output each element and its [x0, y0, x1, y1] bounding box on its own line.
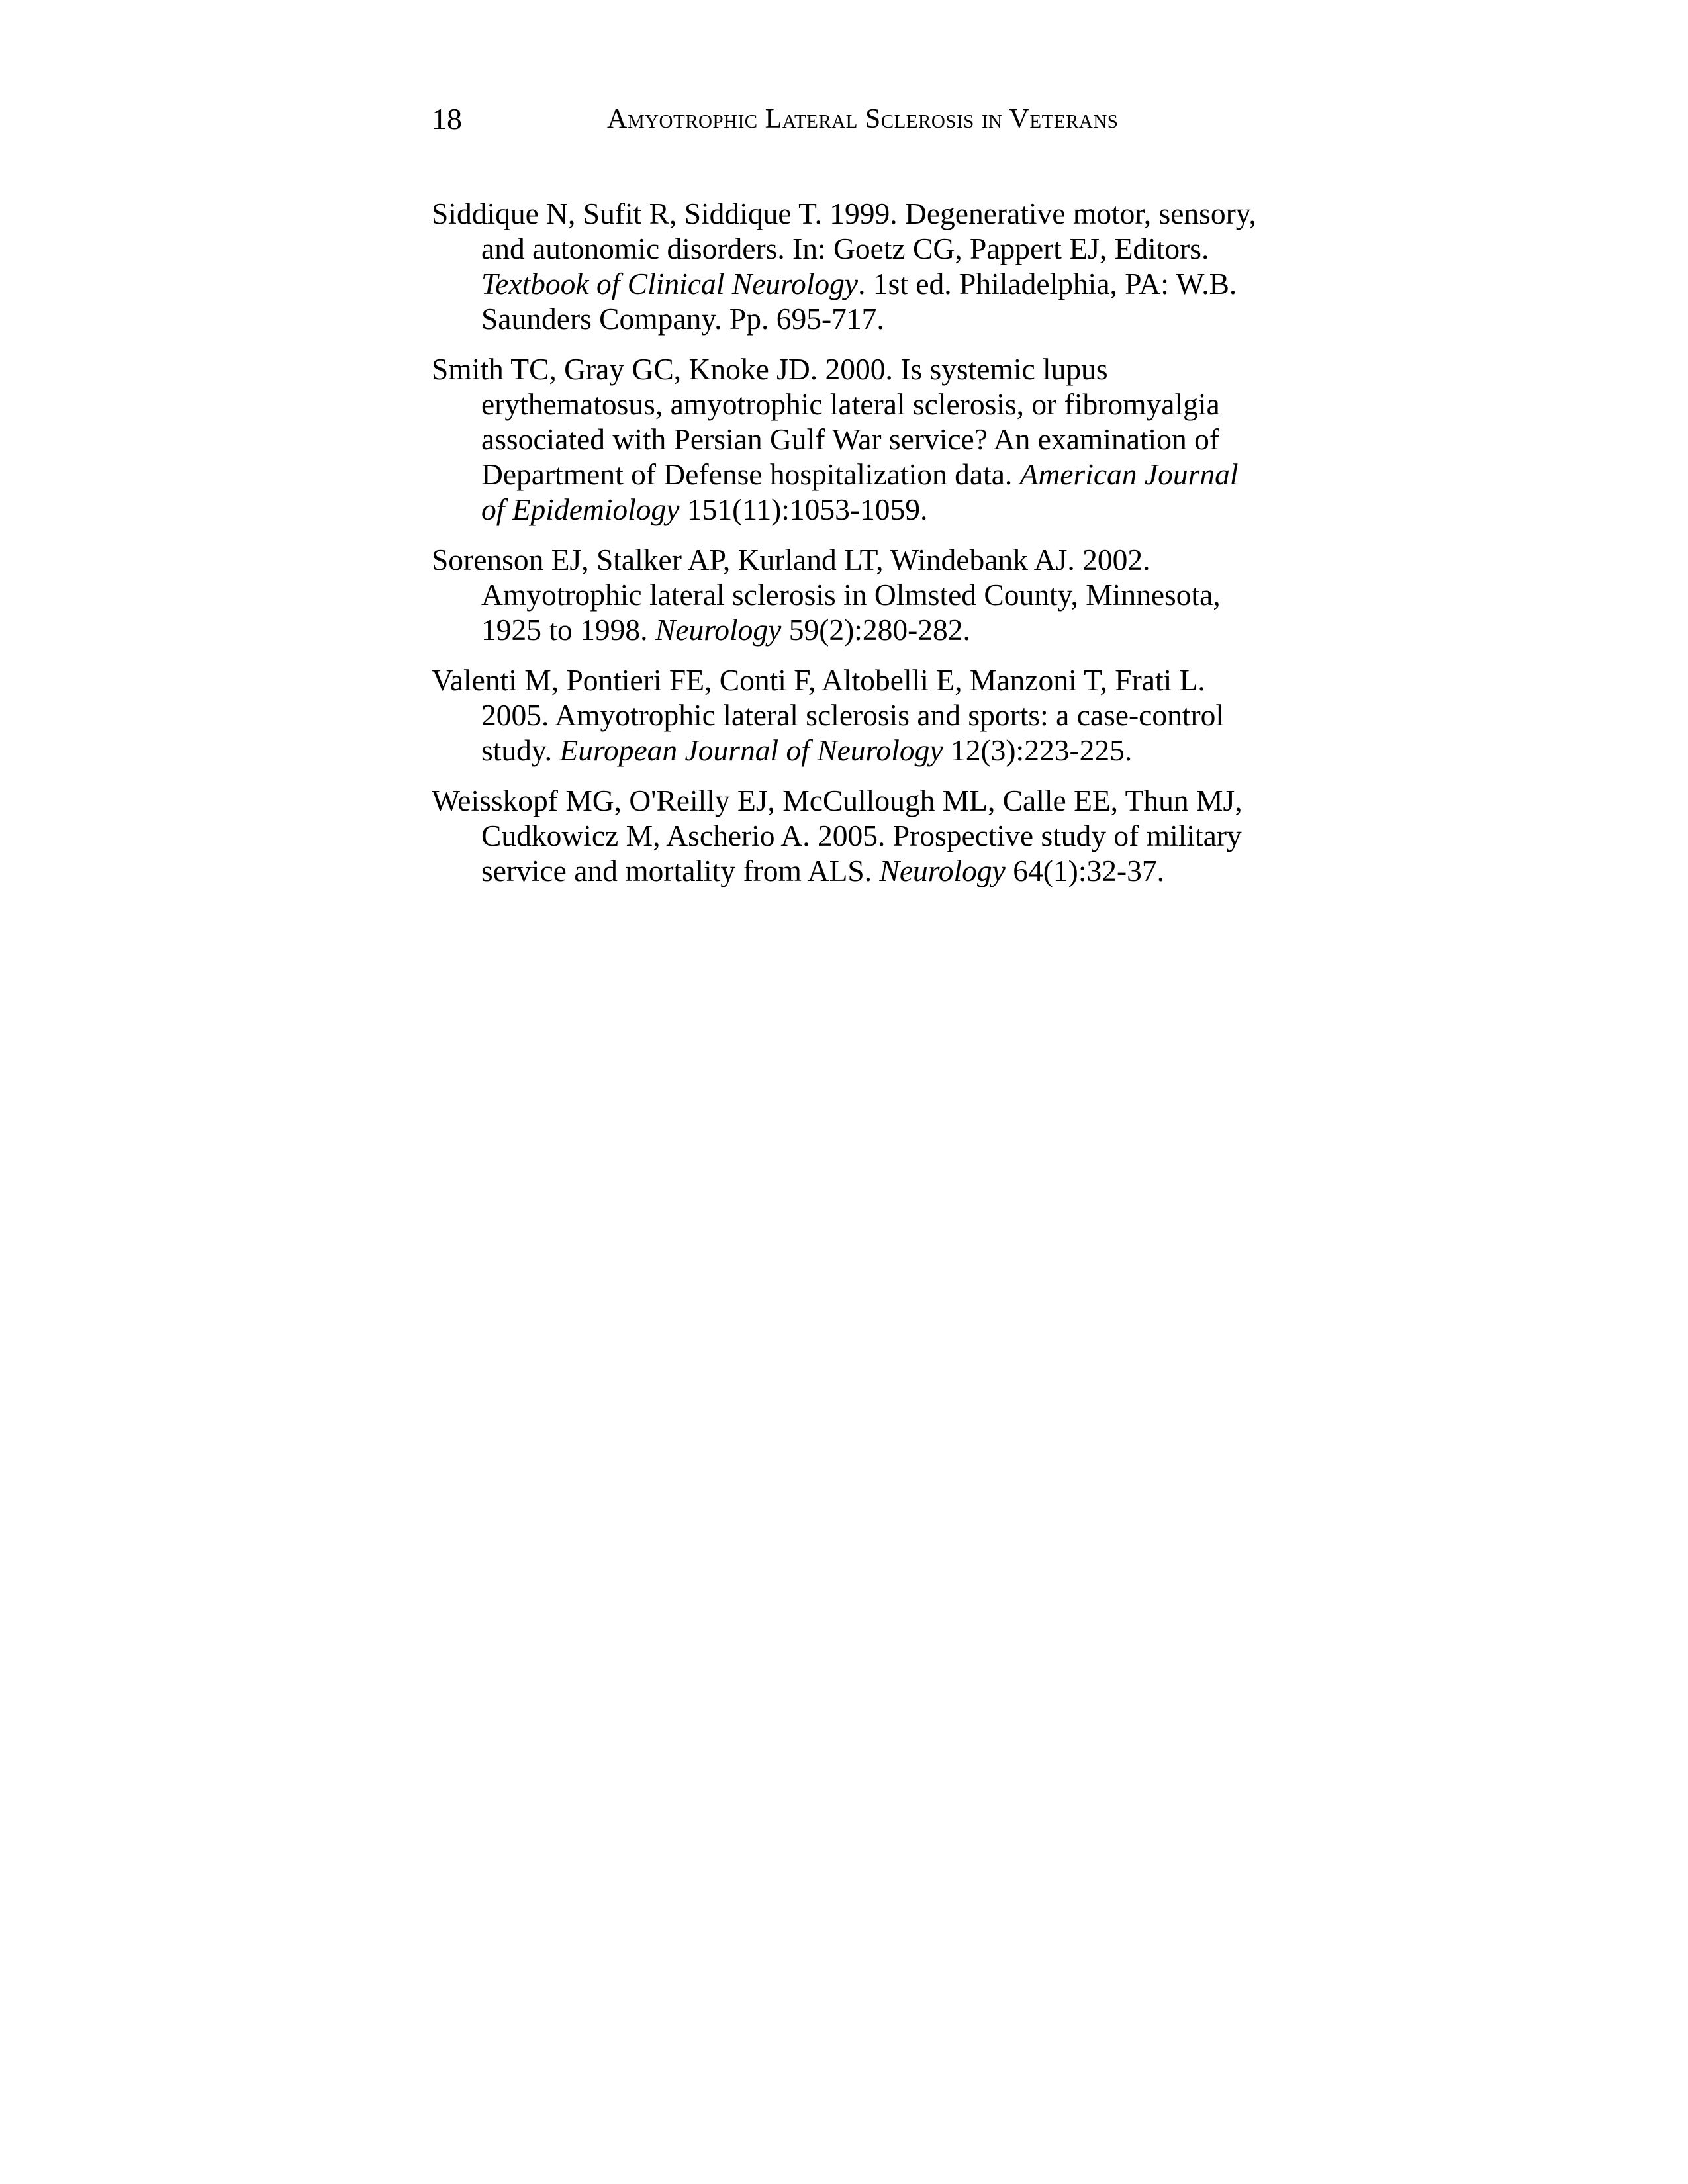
reference-text: 151(11):1053-1059. — [679, 492, 928, 526]
reference-entry — [432, 196, 1262, 336]
reference-title-italic: Textbook of Clinical Neurology — [481, 267, 859, 300]
page-number: 18 — [432, 102, 462, 136]
reference-text: Sorenson EJ, Stalker AP, Kurland LT, Windebank AJ. 2002. Amyotrophic lateral sclerosis in Olmsted County, Minnesota, 1925 to 1998. — [432, 543, 1221, 647]
reference-entry — [432, 662, 1262, 768]
reference-text: Siddique N, Sufit R, Siddique T. 1999. Degenerative motor, sensory, and autonomic disorders. In: Goetz CG, Pappert EJ, Editors. — [432, 197, 1256, 265]
reference-text: 59(2):280-282. — [781, 613, 970, 647]
reference-text: . 1st ed. Philadelphia, PA: W.B. Saunders Company. Pp. 695-717. — [481, 267, 1237, 336]
reference-title-italic: Neurology — [879, 854, 1006, 887]
reference-text: Valenti M, Pontieri FE, Conti F, Altobelli E, Manzoni T, Frati L. 2005. Amyotrophic lateral sclerosis and sports: a case-control study. — [432, 663, 1225, 767]
reference-list — [432, 196, 1262, 903]
reference-title-italic: American Journal of Epidemiology — [481, 457, 1239, 526]
reference-text: Smith TC, Gray GC, Knoke JD. 2000. Is systemic lupus erythematosus, amyotrophic lateral sclerosis, or fibromyalgia associated with Persian Gulf War service? An examination of Department of Defense hospitalization data. — [432, 352, 1220, 491]
reference-entry — [432, 542, 1262, 647]
reference-text: 12(3):223-225. — [943, 733, 1133, 767]
reference-title-italic: Neurology — [655, 613, 782, 647]
reference-entry — [432, 783, 1262, 888]
running-title: Amyotrophic Lateral Sclerosis in Veterans — [607, 104, 1119, 134]
reference-text: Weisskopf MG, O'Reilly EJ, McCullough ML, Calle EE, Thun MJ, Cudkowicz M, Ascherio A. 2005. Prospective study of military service and mortality from ALS. — [432, 784, 1243, 887]
reference-title-italic: European Journal of Neurology — [559, 733, 943, 767]
reference-text: 64(1):32-37. — [1005, 854, 1164, 887]
page-header — [432, 93, 1233, 146]
reference-entry — [432, 351, 1262, 527]
